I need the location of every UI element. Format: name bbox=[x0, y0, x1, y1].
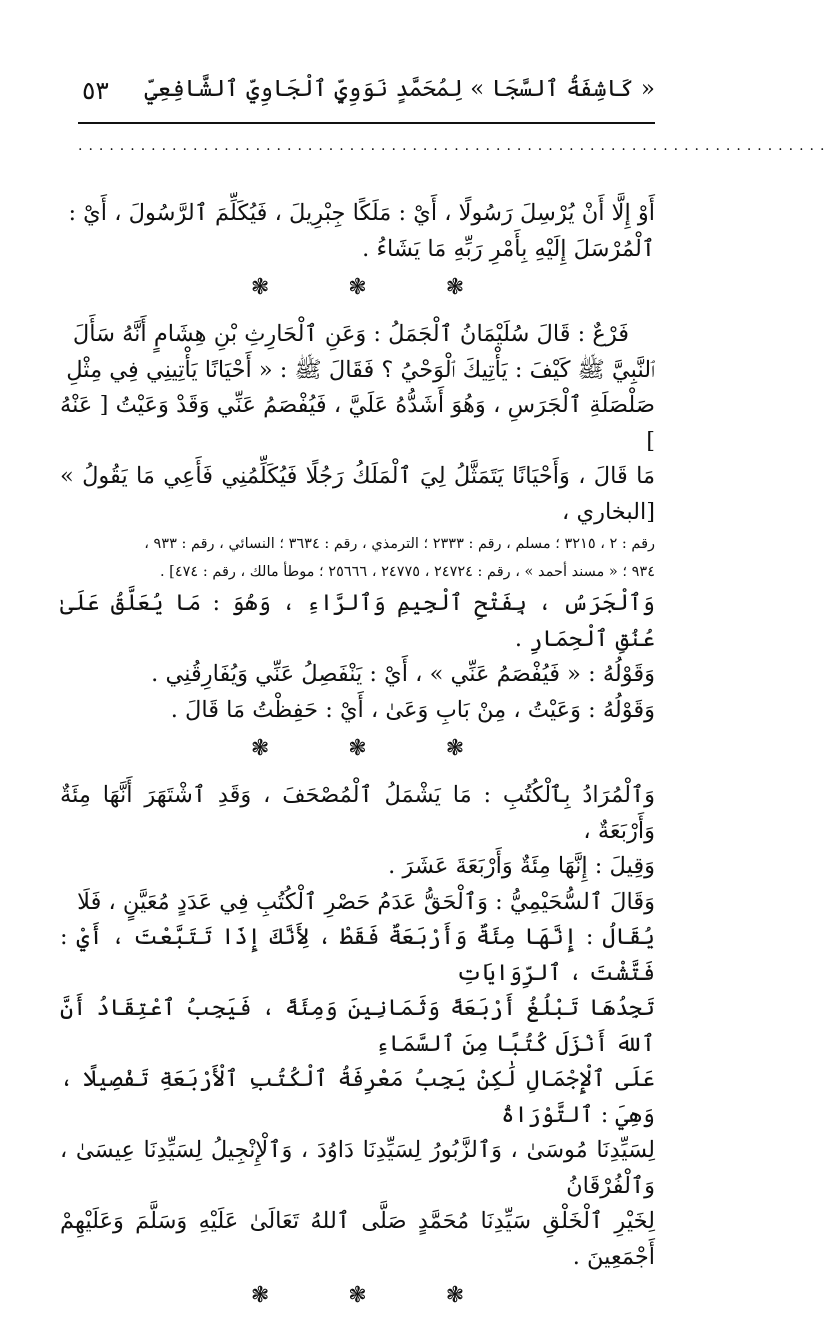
section-divider bbox=[60, 738, 655, 760]
text-line: وَقَوْلُهُ : « فَيُفْصَمُ عَنِّي » ، أَيْ : يَنْفَصِلُ عَنِّي وَيُفَارِقُنِي . bbox=[151, 661, 655, 687]
text-line: لِسَيِّدِنَا مُوسَىٰ ، وَٱلزَّبُورُ لِسَيِّدِنَا دَاوُدَ ، وَٱلْإِنْجِيلُ لِسَيِّدِنَا عِيسَىٰ ، وَٱلْفُرْقَانُ bbox=[60, 1137, 655, 1199]
page-body bbox=[60, 196, 655, 1325]
text-line: ٱلنَّبِيَّ ﷺ كَيْفَ : يَأْتِيكَ ٱلْوَحْيُ ؟ فَقَالَ ﷺ : « أَحْيَانًا يَأْتِينِي فِي مِثْلِ bbox=[66, 356, 655, 383]
section-2 bbox=[60, 317, 655, 728]
text-line: وَقَالَ ٱلسُّحَيْمِيُّ : وَٱلْحَقُّ عَدَمُ حَصْرِ ٱلْكُتُبِ فِي عَدَدٍ مُعَيَّنٍ ، فَلَا bbox=[77, 888, 655, 915]
star-ornament: ❃ bbox=[445, 736, 465, 761]
star-ornament: ❃ bbox=[250, 1283, 270, 1308]
text-line: ٱلْمُرْسَلَ إِلَيْهِ بِأَمْرِ رَبِّهِ مَا يَشَاءُ . bbox=[362, 235, 655, 262]
star-ornament: ❃ bbox=[250, 736, 270, 761]
text-line: تَجِدُهَا تَبْلُغُ أَرْبَعَةً وَثَمَانِينَ وَمِئَةً ، فَيَجِبُ ٱعْتِقَادُ أَنَّ ٱللهَ أَنْزَلَ كُتُبًا مِنَ ٱلسَّمَاءِ bbox=[60, 995, 655, 1057]
hadith-reference: رقم : ٢ ، ٣٢١٥ ؛ مسلم ، رقم : ٢٣٣٣ ؛ الترمذي ، رقم : ٣٦٣٤ ؛ النسائي ، رقم : ٩٣٣ ، bbox=[144, 536, 655, 552]
text-line: وَقِيلَ : إِنَّهَا مِئَةٌ وَأَرْبَعَةَ عَشَرَ . bbox=[388, 853, 655, 879]
running-title: « كَاشِفَةُ ٱلسَّجَا » لِمُحَمَّدٍ نَوَوِيٍّ ٱلْجَاوِيِّ ٱلشَّافِعِيِّ bbox=[144, 76, 655, 102]
header-rule bbox=[78, 122, 655, 124]
hadith-reference: ٩٣٤ ؛ « مسند أحمد » ، رقم : ٢٤٧٢٤ ، ٢٤٧٧٥ ، ٢٥٦٦٦ ؛ موطأ مالك ، رقم : ٤٧٤] . bbox=[159, 564, 655, 580]
star-ornament: ❃ bbox=[348, 275, 367, 300]
text-line: فَرْعٌ : قَالَ سُلَيْمَانُ ٱلْجَمَلُ : وَعَنِ ٱلْحَارِثِ بْنِ هِشَامٍ أَنَّهُ سَأَلَ bbox=[72, 321, 629, 347]
text-line: مَا قَالَ ، وَأَحْيَانًا يَتَمَثَّلُ لِيَ ٱلْمَلَكُ رَجُلًا فَيُكَلِّمُنِي فَأَعِي مَا يَقُولُ » [البخاري ، bbox=[60, 463, 655, 525]
separator-dots: ........................................................................ bbox=[78, 138, 830, 154]
text-line: يُقَالُ : إِنَّهَا مِئَةٌ وَأَرْبَعَةٌ فَقَطْ ، لِأَنَّكَ إِذَا تَتَبَّعْتَ ، أَيْ : فَتَّشْتَ ، ٱلرِّوَايَاتِ bbox=[60, 924, 655, 986]
section-3 bbox=[60, 778, 655, 1275]
text-line: عَلَى ٱلْإِجْمَالِ لَٰكِنْ يَجِبُ مَعْرِفَةُ ٱلْكُتُبِ ٱلْأَرْبَعَةِ تَفْصِيلًا ، وَهِيَ : ٱلتَّوْرَاةُ bbox=[60, 1066, 655, 1128]
section-1 bbox=[60, 196, 655, 267]
section-divider bbox=[60, 1285, 655, 1307]
text-line: لِخَيْرِ ٱلْخَلْقِ سَيِّدِنَا مُحَمَّدٍ صَلَّى ٱللهُ تَعَالَىٰ عَلَيْهِ وَسَلَّمَ وَعَلَيْهِمْ أَجْمَعِينَ . bbox=[60, 1208, 655, 1270]
star-ornament: ❃ bbox=[445, 1283, 465, 1308]
star-ornament: ❃ bbox=[445, 275, 465, 300]
text-line: وَٱلْمُرَادُ بِٱلْكُتُبِ : مَا يَشْمَلُ ٱلْمُصْحَفَ ، وَقَدِ ٱشْتَهَرَ أَنَّهَا مِئَةٌ وَأَرْبَعَةٌ ، bbox=[60, 782, 655, 844]
star-ornament: ❃ bbox=[348, 736, 367, 761]
page-number: ٥٣ bbox=[82, 76, 109, 105]
text-line: أَوْ إِلَّا أَنْ يُرْسِلَ رَسُولًا ، أَيْ : مَلَكًا جِبْرِيلَ ، فَيُكَلِّمَ ٱلرَّسُولَ ، أَيْ : bbox=[68, 200, 655, 226]
text-line: صَلْصَلَةِ ٱلْجَرَسِ ، وَهُوَ أَشَدُّهُ عَلَيَّ ، فَيُفْصَمُ عَنِّي وَقَدْ وَعَيْتُ [ عَنْهُ ] bbox=[60, 392, 655, 454]
text-line: وَٱلْجَرَسُ ، بِفَتْحِ ٱلْجِيمِ وَٱلرَّاءِ ، وَهُوَ : مَا يُعَلَّقُ عَلَىٰ عُنُقِ ٱلْحِمَارِ . bbox=[60, 590, 655, 652]
text-line: وَقَوْلُهُ : وَعَيْتُ ، مِنْ بَابِ وَعَىٰ ، أَيْ : حَفِظْتُ مَا قَالَ . bbox=[170, 696, 655, 723]
page-header bbox=[78, 72, 655, 114]
section-divider bbox=[60, 277, 655, 299]
star-ornament: ❃ bbox=[348, 1283, 367, 1308]
star-ornament: ❃ bbox=[250, 275, 270, 300]
